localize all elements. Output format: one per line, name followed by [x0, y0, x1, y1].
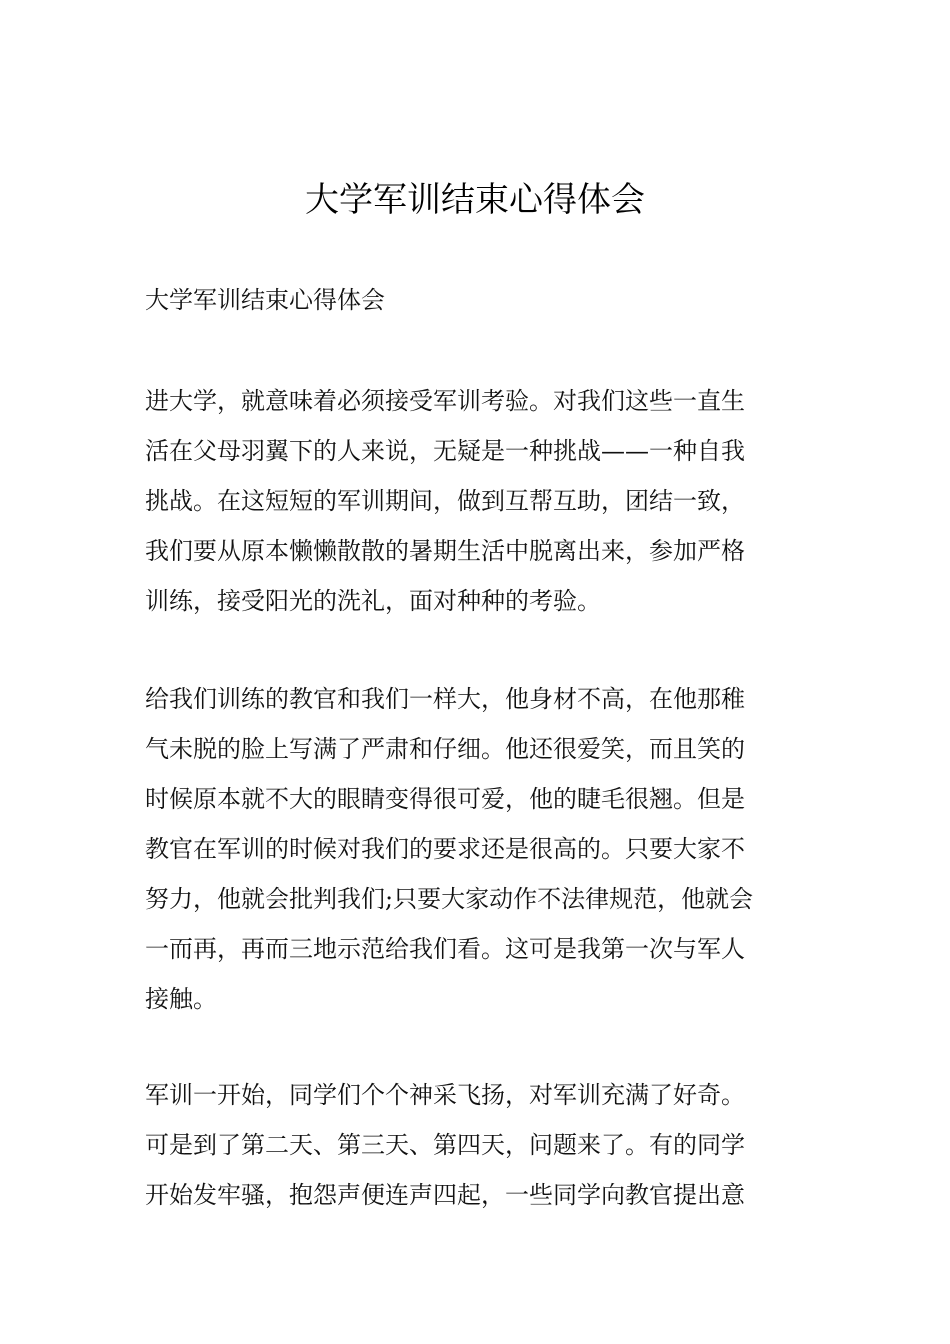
paragraph-line: 气未脱的脸上写满了严肃和仔细。他还很爱笑，而且笑的	[145, 735, 745, 763]
paragraph-3	[145, 1070, 805, 1220]
paragraph-line: 开始发牢骚，抱怨声便连声四起，一些同学向教官提出意	[145, 1181, 745, 1209]
document-subtitle: 大学军训结束心得体会	[145, 286, 385, 314]
paragraph-line: 活在父母羽翼下的人来说，无疑是一种挑战——一种自我	[145, 437, 745, 465]
paragraph-line: 教官在军训的时候对我们的要求还是很高的。只要大家不	[145, 835, 745, 863]
paragraph-line: 接触。	[145, 985, 217, 1013]
paragraph-line: 给我们训练的教官和我们一样大，他身材不高，在他那稚	[145, 685, 745, 713]
paragraph-line: 军训一开始，同学们个个神采飞扬，对军训充满了好奇。	[145, 1081, 745, 1109]
paragraph-line: 挑战。在这短短的军训期间，做到互帮互助，团结一致，	[145, 487, 745, 515]
paragraph-line: 时候原本就不大的眼睛变得很可爱，他的睫毛很翘。但是	[145, 785, 745, 813]
paragraph-line: 一而再，再而三地示范给我们看。这可是我第一次与军人	[145, 935, 745, 963]
paragraph-line: 进大学，就意味着必须接受军训考验。对我们这些一直生	[145, 387, 745, 415]
document-title: 大学军训结束心得体会	[305, 180, 645, 220]
paragraph-line: 努力，他就会批判我们;只要大家动作不法律规范，他就会	[145, 885, 754, 913]
paragraph-2	[145, 674, 805, 1024]
paragraph-line: 可是到了第二天、第三天、第四天，问题来了。有的同学	[145, 1131, 745, 1159]
paragraph-line: 训练，接受阳光的洗礼，面对种种的考验。	[145, 587, 601, 615]
paragraph-1	[145, 376, 805, 626]
paragraph-line: 我们要从原本懒懒散散的暑期生活中脱离出来，参加严格	[145, 537, 745, 565]
